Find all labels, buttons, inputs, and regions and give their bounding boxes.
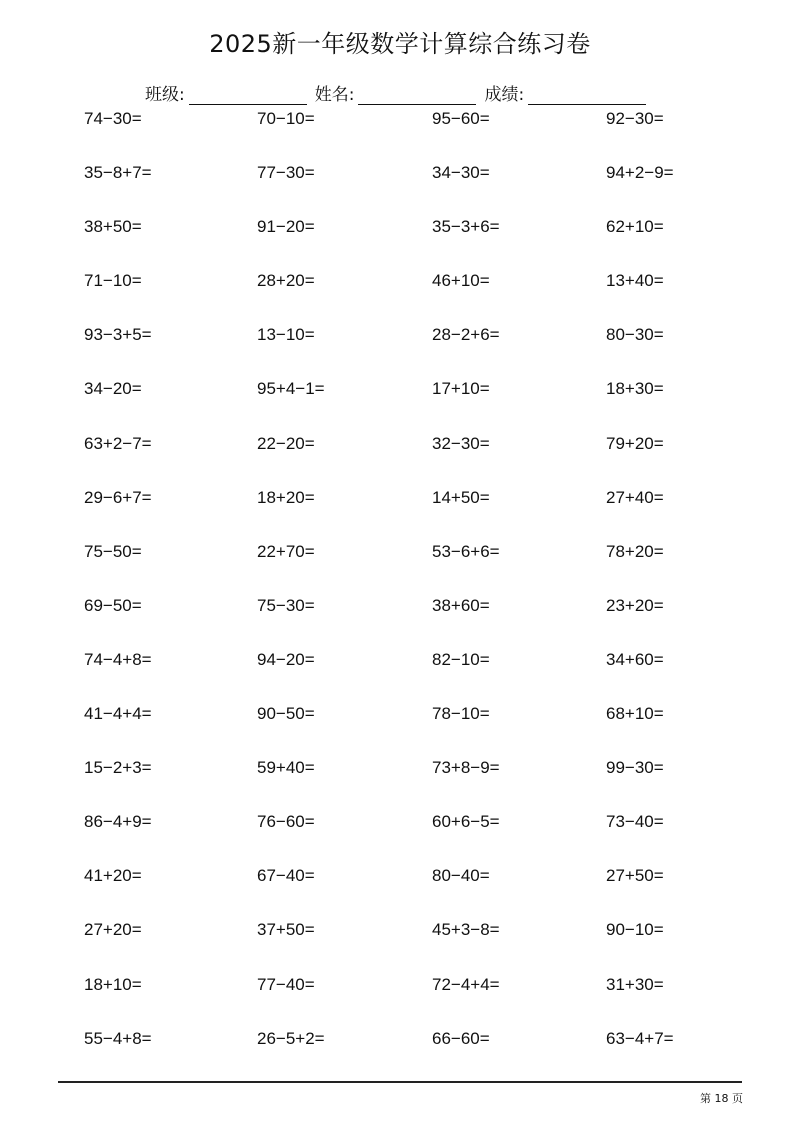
problem-item: 95+4−1= [257, 379, 325, 399]
problem-item: 46+10= [432, 271, 490, 291]
problem-item: 93−3+5= [84, 325, 152, 345]
problem-item: 86−4+9= [84, 812, 152, 832]
problem-item: 28−2+6= [432, 325, 500, 345]
problem-item: 35−3+6= [432, 217, 500, 237]
problem-item: 68+10= [606, 704, 664, 724]
problem-item: 13+40= [606, 271, 664, 291]
class-field-line [189, 88, 307, 105]
problem-item: 76−60= [257, 812, 315, 832]
class-label: 班级: [145, 85, 185, 105]
problem-item: 63−4+7= [606, 1028, 674, 1048]
problem-item: 78+20= [606, 541, 664, 561]
problem-item: 95−60= [432, 109, 490, 128]
problem-item: 31+30= [606, 974, 664, 994]
problem-item: 71−10= [84, 271, 142, 291]
problem-item: 74−30= [84, 109, 142, 128]
name-field-line [358, 88, 476, 105]
problem-item: 73−40= [606, 812, 664, 832]
student-info-row [145, 80, 654, 105]
problem-item: 14+50= [432, 487, 490, 507]
score-label: 成绩: [484, 85, 525, 105]
problem-item: 26−5+2= [257, 1028, 325, 1048]
problem-item: 82−10= [432, 649, 490, 669]
problem-item: 78−10= [432, 704, 490, 724]
problem-item: 80−40= [432, 866, 490, 886]
problem-item: 27+50= [606, 866, 664, 886]
problem-item: 38+50= [84, 217, 142, 237]
problem-item: 59+40= [257, 758, 315, 778]
name-label: 姓名: [314, 85, 355, 105]
problem-item: 29−6+7= [84, 487, 152, 507]
problem-item: 60+6−5= [432, 812, 500, 832]
footer-divider [58, 1081, 742, 1083]
problem-item: 18+20= [257, 487, 315, 507]
problem-item: 27+20= [84, 920, 142, 940]
problem-item: 32−30= [432, 433, 490, 453]
problem-item: 28+20= [257, 271, 315, 291]
problem-item: 27+40= [606, 487, 664, 507]
problem-item: 75−50= [84, 541, 142, 561]
problem-item: 63+2−7= [84, 433, 152, 453]
problem-item: 66−60= [432, 1028, 490, 1048]
problem-item: 22+70= [257, 541, 315, 561]
problem-item: 73+8−9= [432, 758, 500, 778]
problem-item: 53−6+6= [432, 541, 500, 561]
problem-item: 55−4+8= [84, 1028, 152, 1048]
problem-item: 34−20= [84, 379, 142, 399]
problem-item: 18+10= [84, 974, 142, 994]
problem-item: 34−30= [432, 163, 490, 183]
problem-item: 92−30= [606, 109, 664, 128]
problem-grid [84, 106, 724, 1080]
problem-item: 69−50= [84, 595, 142, 615]
problem-item: 74−4+8= [84, 649, 152, 669]
page-number: 第 18 页 [700, 1092, 743, 1105]
problem-item: 34+60= [606, 649, 664, 669]
problem-item: 90−50= [257, 704, 315, 724]
problem-item: 41+20= [84, 866, 142, 886]
problem-item: 79+20= [606, 433, 664, 453]
problem-item: 45+3−8= [432, 920, 500, 940]
problem-item: 77−30= [257, 163, 315, 183]
problem-item: 18+30= [606, 379, 664, 399]
score-field-line [528, 88, 646, 105]
problem-item: 72−4+4= [432, 974, 500, 994]
problem-item: 75−30= [257, 595, 315, 615]
problem-item: 77−40= [257, 974, 315, 994]
worksheet-title: 2025新一年级数学计算综合练习卷 [209, 30, 591, 58]
problem-item: 15−2+3= [84, 758, 152, 778]
problem-item: 80−30= [606, 325, 664, 345]
problem-item: 99−30= [606, 758, 664, 778]
problem-item: 62+10= [606, 217, 664, 237]
problem-item: 23+20= [606, 595, 664, 615]
problem-item: 13−10= [257, 325, 315, 345]
problem-item: 41−4+4= [84, 704, 152, 724]
problem-item: 91−20= [257, 217, 315, 237]
problem-item: 70−10= [257, 109, 315, 128]
problem-item: 37+50= [257, 920, 315, 940]
problem-item: 90−10= [606, 920, 664, 940]
problem-item: 22−20= [257, 433, 315, 453]
problem-item: 94−20= [257, 649, 315, 669]
problem-item: 35−8+7= [84, 163, 152, 183]
problem-item: 67−40= [257, 866, 315, 886]
problem-item: 17+10= [432, 379, 490, 399]
problem-item: 94+2−9= [606, 163, 674, 183]
problem-item: 38+60= [432, 595, 490, 615]
